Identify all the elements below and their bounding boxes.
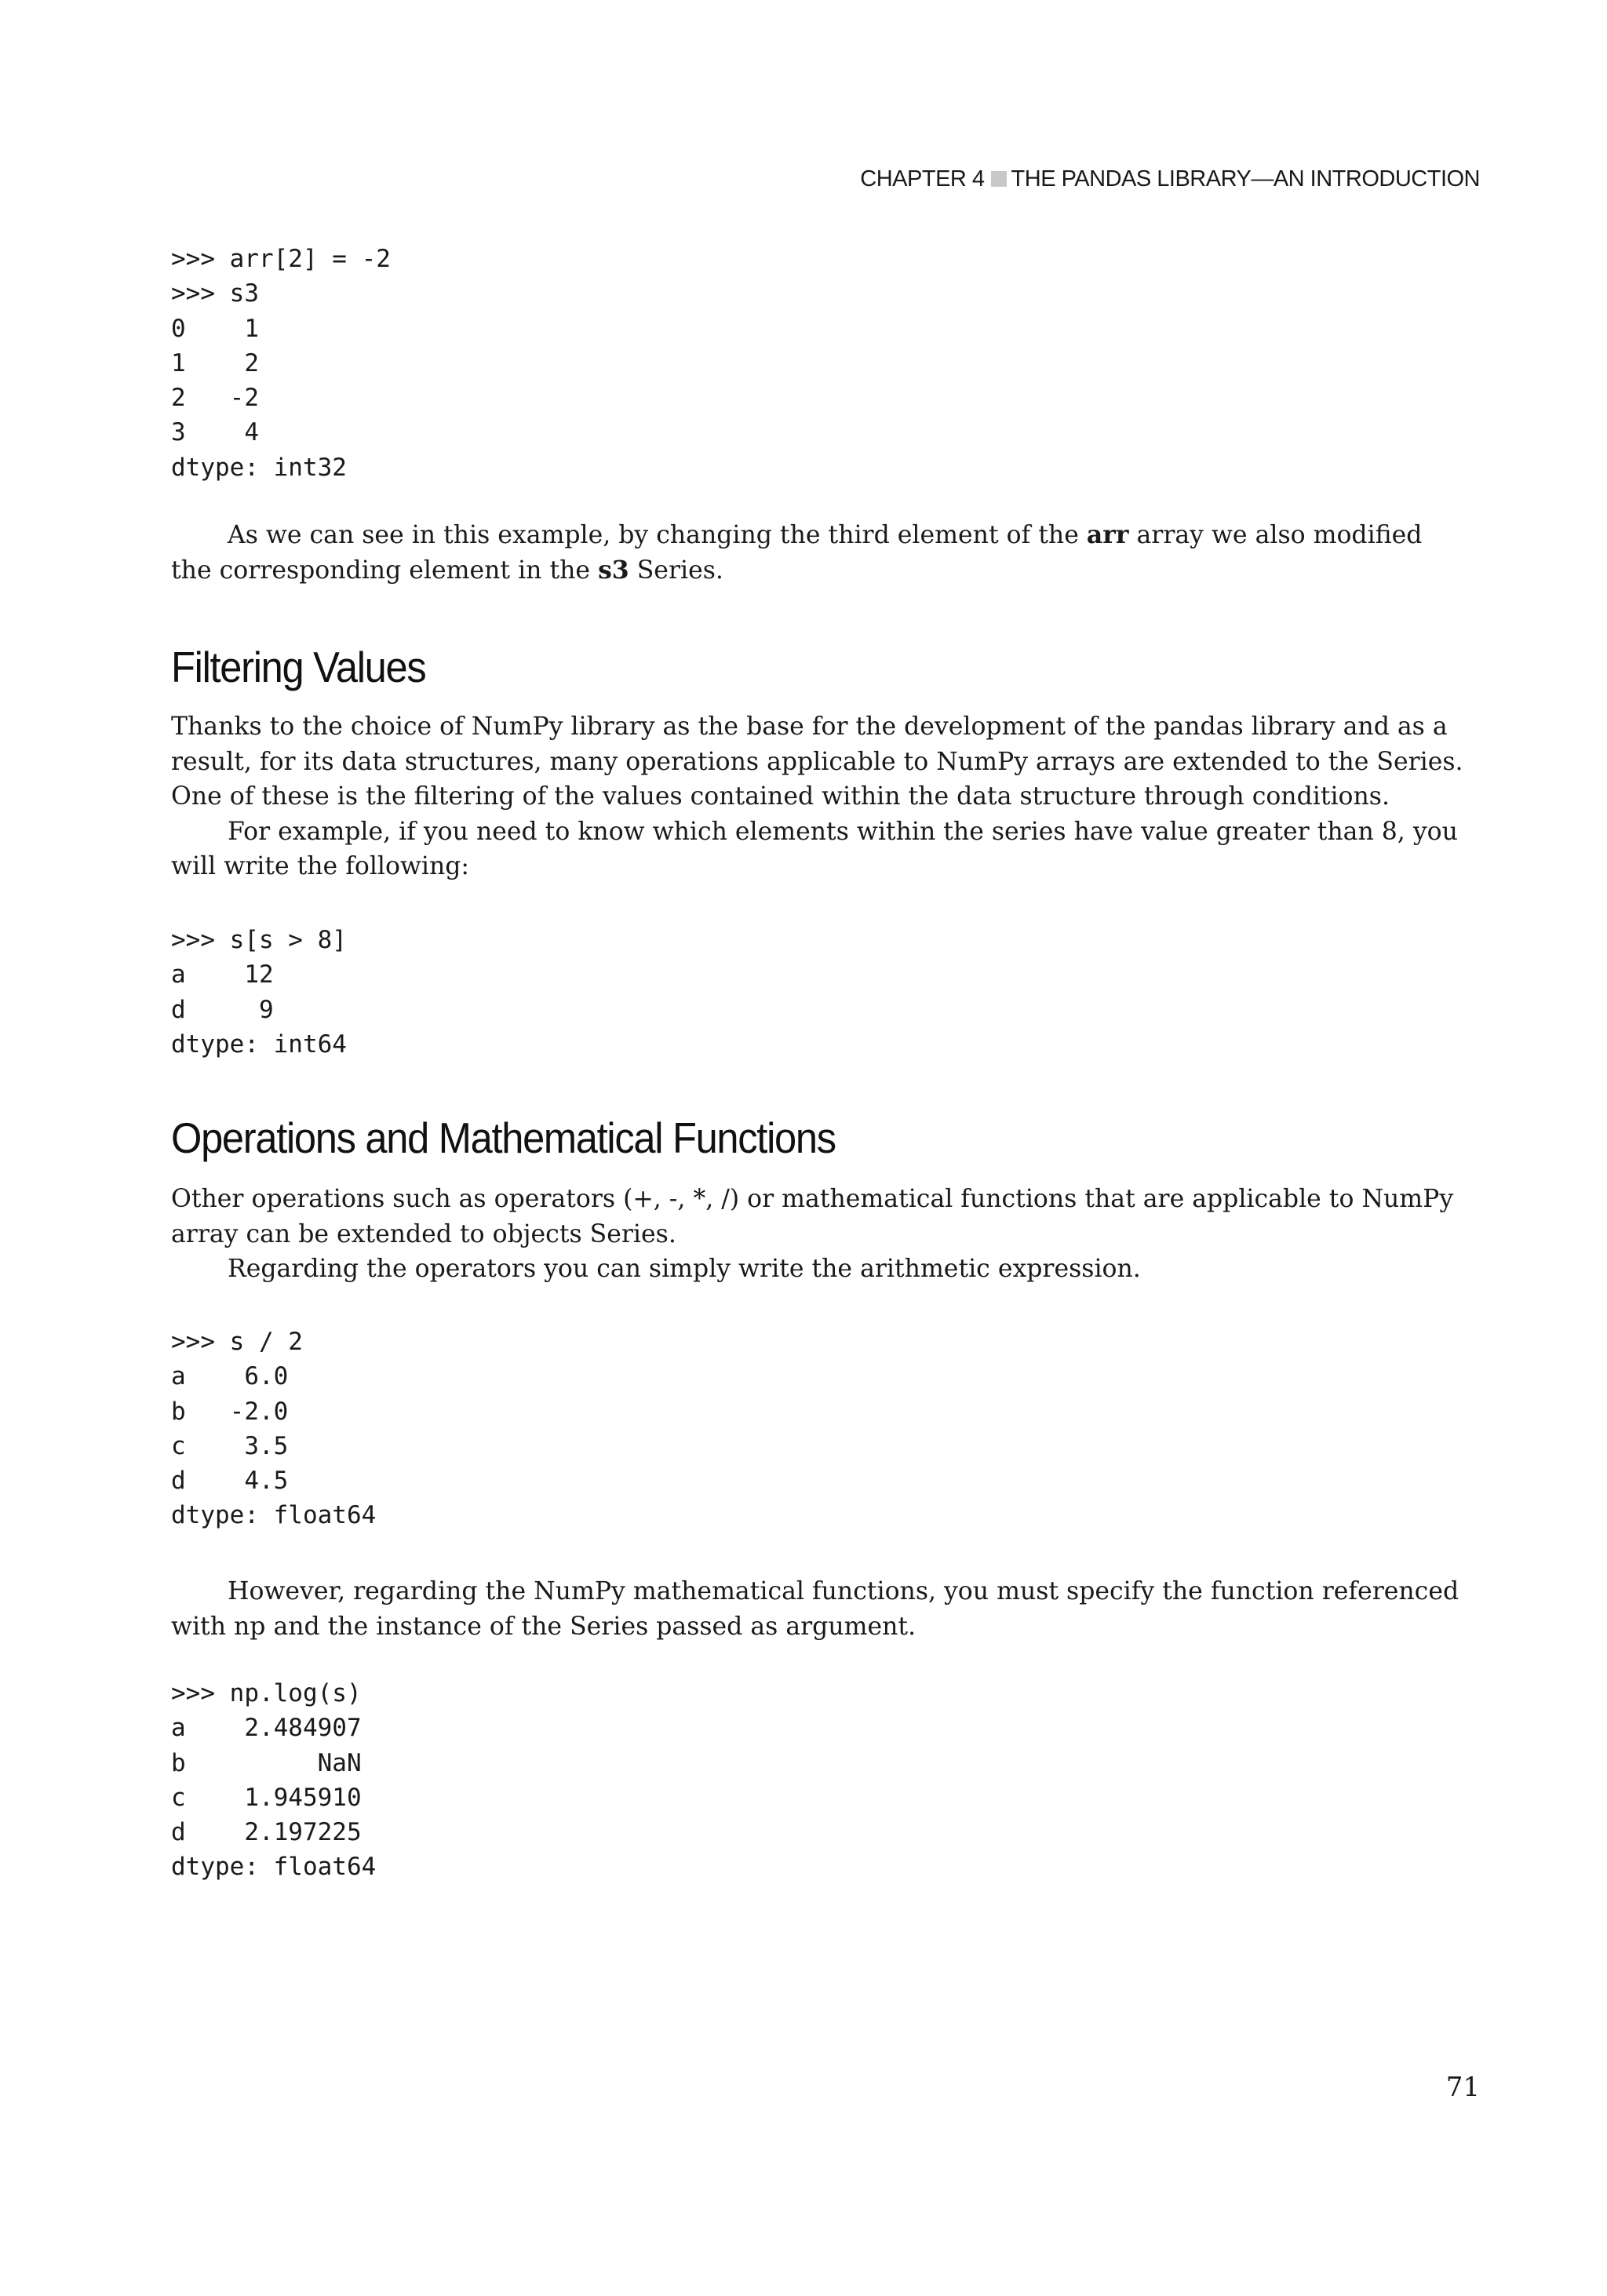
bold-term-arr: arr	[1086, 520, 1129, 549]
section-title: Filtering Values	[171, 643, 426, 691]
code-block-arr-assignment	[171, 242, 1466, 485]
section-heading-operations	[171, 1113, 1466, 1163]
paragraph-numpy-functions	[171, 1574, 1466, 1644]
page-number: 71	[1445, 2072, 1480, 2103]
section-filtering-body	[171, 709, 1466, 884]
text-run: Series.	[629, 556, 723, 585]
code-block-division	[171, 1325, 1466, 1533]
code-text: >>> np.log(s) a 2.484907 b NaN c 1.945910 d 2.197225 dtype: float64	[171, 1679, 377, 1882]
bold-term-s3: s3	[598, 555, 629, 585]
body-paragraph: Other operations such as operators (+, -, *, /) or mathematical functions that are applicable to NumPy array can be extended to objects Series.	[171, 1185, 1454, 1248]
code-text: >>> s / 2 a 6.0 b -2.0 c 3.5 d 4.5 dtype: float64	[171, 1328, 377, 1530]
section-heading-filtering	[171, 642, 1466, 692]
code-block-filter	[171, 923, 1466, 1062]
body-paragraph	[171, 518, 1466, 588]
code-text: >>> s[s > 8] a 12 d 9 dtype: int64	[171, 926, 347, 1059]
text-run: array we also modified the corresponding element in the	[171, 521, 1423, 585]
section-operations-body	[171, 1182, 1466, 1287]
paragraph-arr-explanation	[171, 518, 1466, 588]
code-block-log	[171, 1676, 1466, 1885]
body-paragraph: Thanks to the choice of NumPy library as the base for the development of the pandas library and as a result, for its data structures, many operations applicable to NumPy arrays are extended to the Series. One of these is the filtering of the values contained within the data structure through conditions.	[171, 712, 1463, 811]
section-title: Operations and Mathematical Functions	[171, 1113, 836, 1162]
header-separator-square	[991, 171, 1007, 187]
chapter-title: THE PANDAS LIBRARY—AN INTRODUCTION	[1011, 166, 1480, 191]
body-paragraph: However, regarding the NumPy mathematical functions, you must specify the function referenced with np and the instance of the Series passed as argument.	[171, 1577, 1459, 1641]
running-header	[860, 166, 1480, 192]
text-run: As we can see in this example, by changing the third element of the	[228, 521, 1087, 549]
code-text: >>> arr[2] = -2 >>> s3 0 1 1 2 2 -2 3 4 dtype: int32	[171, 245, 391, 482]
body-paragraph: Regarding the operators you can simply write the arithmetic expression.	[228, 1255, 1141, 1283]
body-paragraph: For example, if you need to know which elements within the series have value greater than 8, you will write the following:	[171, 817, 1458, 880]
chapter-label: CHAPTER 4	[860, 166, 985, 191]
